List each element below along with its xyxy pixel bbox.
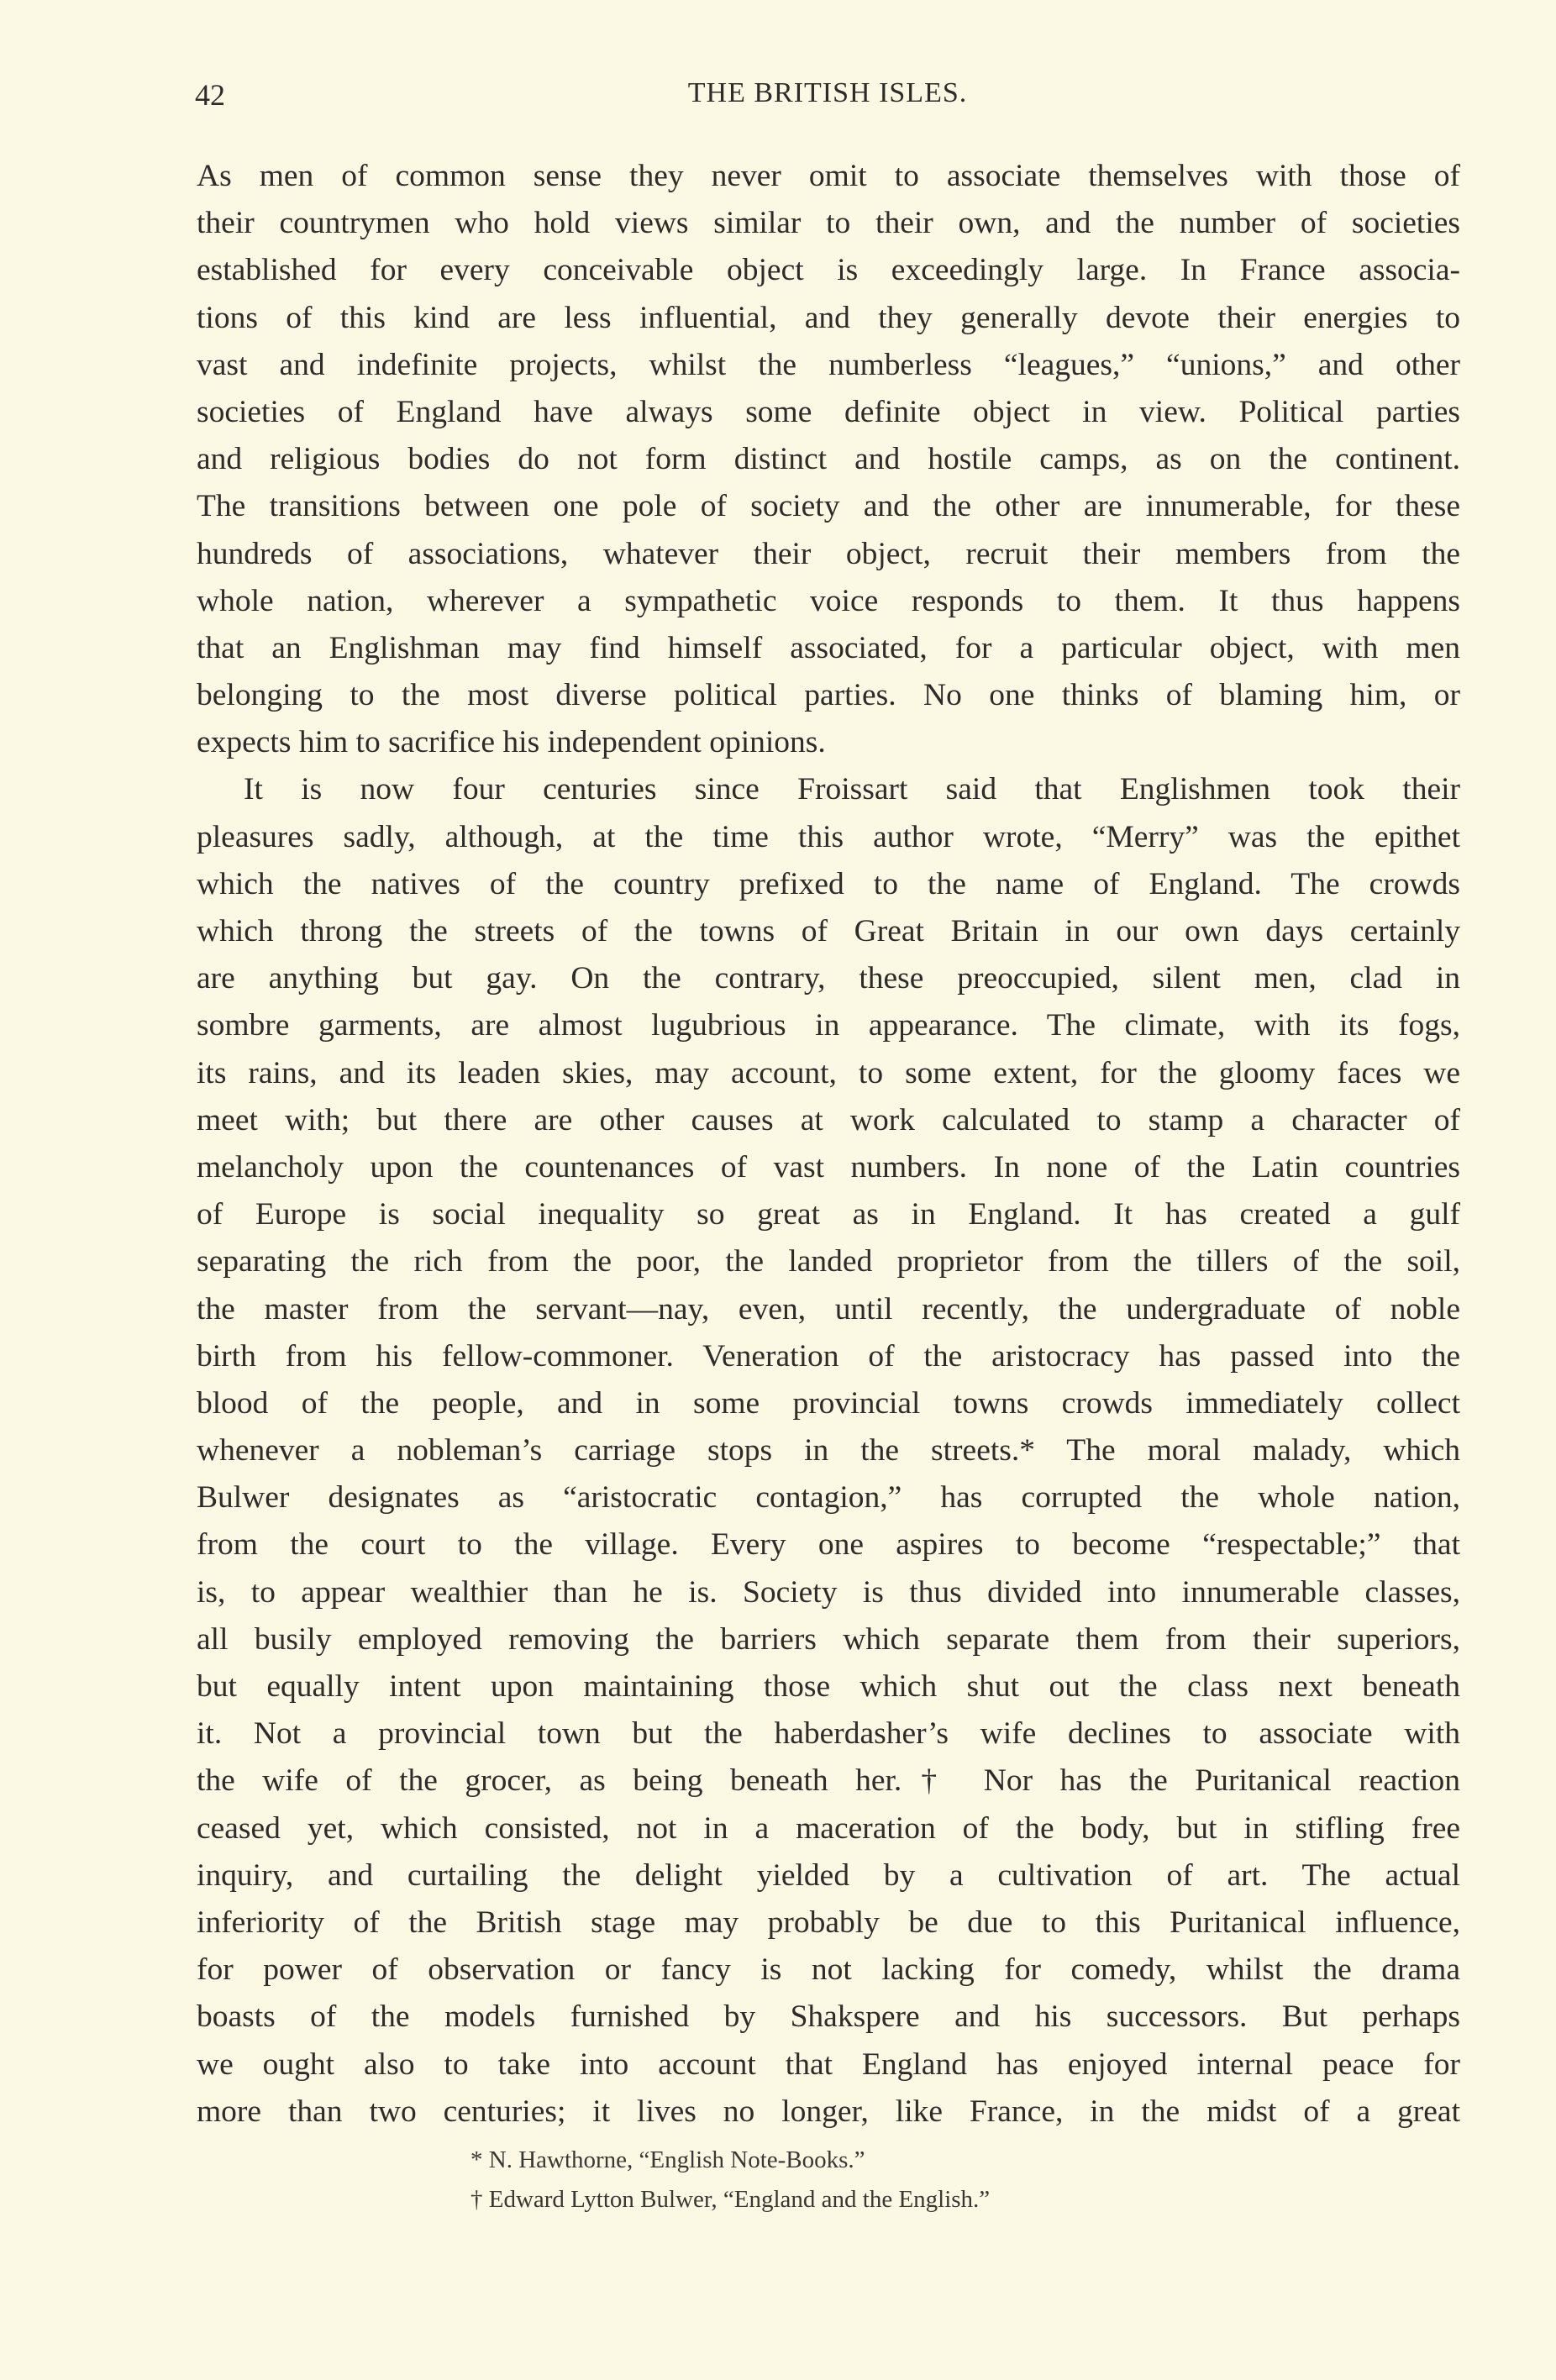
text-line: which throng the streets of the towns of Great Britain in our own days certainly bbox=[197, 914, 1460, 948]
text-line: of Europe is social inequality so great as in England. It has created a gulf bbox=[197, 1197, 1460, 1232]
text-line: the wife of the grocer, as being beneath her.† Nor has the Puritanical reaction bbox=[197, 1763, 1460, 1799]
text-line: birth from his fellow-commoner. Veneration of the aristocracy has passed into the bbox=[197, 1338, 1460, 1374]
text-line: As men of common sense they never omit to associate themselves with those of bbox=[197, 159, 1460, 193]
text-line: its rains, and its leaden skies, may account, to some extent, for the gloomy faces we bbox=[197, 1055, 1460, 1090]
running-title: THE BRITISH ISLES. bbox=[687, 77, 968, 108]
text-line: established for every conceivable object is exceedingly large. In France associa- bbox=[197, 253, 1460, 288]
text-line: the master from the servant—nay, even, until recently, the undergraduate of noble bbox=[197, 1291, 1460, 1327]
text-line: from the court to the village. Every one aspires to become “respectable;” that bbox=[197, 1527, 1460, 1563]
text-line: pleasures sadly, although, at the time this author wrote, “Merry” was the epithet bbox=[197, 819, 1460, 854]
footnotes bbox=[470, 2141, 990, 2220]
text-line: whenever a nobleman’s carriage stops in the streets.* The moral malady, which bbox=[197, 1433, 1460, 1468]
text-line: separating the rich from the poor, the landed proprietor from the tillers of the soil, bbox=[197, 1244, 1460, 1279]
text-line: meet with; but there are other causes at work calculated to stamp a character of bbox=[197, 1102, 1460, 1137]
text-line: expects him to sacrifice his independent opinions. bbox=[197, 725, 826, 760]
text-line: The transitions between one pole of society and the other are innumerable, for these bbox=[197, 489, 1460, 524]
text-line: tions of this kind are less influential, and they generally devote their energies to bbox=[197, 300, 1460, 335]
text-line: whole nation, wherever a sympathetic voice responds to them. It thus happens bbox=[197, 583, 1460, 618]
text-line: vast and indefinite projects, whilst the numberless “leagues,” “unions,” and other bbox=[197, 347, 1460, 382]
text-line: It is now four centuries since Froissart said that Englishmen took their bbox=[244, 772, 1460, 807]
text-line: melancholy upon the countenances of vast numbers. In none of the Latin countries bbox=[197, 1149, 1460, 1185]
footnote-hawthorne: * N. Hawthorne, “English Note-Books.” bbox=[470, 2146, 865, 2173]
text-line: and religious bodies do not form distinct and hostile camps, as on the continent. bbox=[197, 442, 1460, 477]
text-line: we ought also to take into account that England has enjoyed internal peace for bbox=[197, 2046, 1460, 2082]
text-line: hundreds of associations, whatever their object, recruit their members from the bbox=[197, 536, 1460, 571]
text-line: inquiry, and curtailing the delight yielded by a cultivation of art. The actual bbox=[197, 1857, 1460, 1893]
text-line: all busily employed removing the barriers which separate them from their superiors, bbox=[197, 1621, 1460, 1657]
text-line: for power of observation or fancy is not lacking for comedy, whilst the drama bbox=[197, 1952, 1460, 1988]
text-line: blood of the people, and in some provincial towns crowds immediately collect bbox=[197, 1385, 1460, 1421]
text-line: more than two centuries; it lives no longer, like France, in the midst of a great bbox=[197, 2094, 1460, 2129]
text-line: ceased yet, which consisted, not in a maceration of the body, but in stifling free bbox=[197, 1810, 1460, 1846]
footnote-bulwer: † Edward Lytton Bulwer, “England and the English.” bbox=[470, 2186, 991, 2213]
text-line: is, to appear wealthier than he is. Society is thus divided into innumerable classes, bbox=[197, 1574, 1460, 1610]
text-line: it. Not a provincial town but the haberdasher’s wife declines to associate with bbox=[197, 1716, 1460, 1752]
text-line: their countrymen who hold views similar to their own, and the number of societies bbox=[197, 206, 1460, 241]
text-line: belonging to the most diverse political parties. No one thinks of blaming him, or bbox=[197, 678, 1460, 713]
text-line: inferiority of the British stage may probably be due to this Puritanical influence, bbox=[197, 1905, 1460, 1940]
text-line: are anything but gay. On the contrary, these preoccupied, silent men, clad in bbox=[197, 961, 1460, 996]
text-line: but equally intent upon maintaining those which shut out the class next beneath bbox=[197, 1669, 1460, 1704]
text-line: which the natives of the country prefixed to the name of England. The crowds bbox=[197, 866, 1460, 901]
text-line: Bulwer designates as “aristocratic contagion,” has corrupted the whole nation, bbox=[197, 1480, 1460, 1516]
page-number: 42 bbox=[195, 78, 225, 112]
text-line: sombre garments, are almost lugubrious in appearance. The climate, with its fogs, bbox=[197, 1008, 1460, 1043]
text-line: that an Englishman may find himself associated, for a particular object, with men bbox=[197, 630, 1460, 665]
text-line: boasts of the models furnished by Shakspere and his successors. But perhaps bbox=[197, 1999, 1460, 2035]
text-line: societies of England have always some definite object in view. Political parties bbox=[197, 394, 1460, 429]
body-text bbox=[197, 153, 1460, 2136]
